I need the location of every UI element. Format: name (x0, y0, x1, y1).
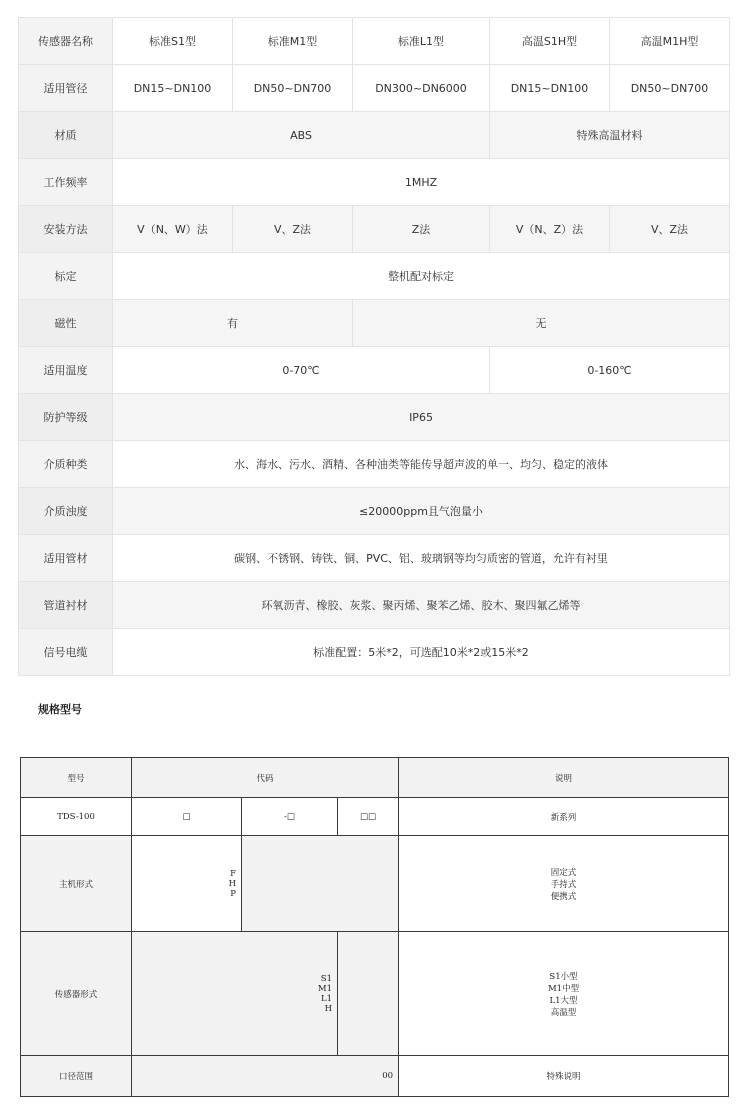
spec-row-label: 标定 (19, 253, 113, 300)
spec-cell: ≤20000ppm且气泡量小 (113, 488, 730, 535)
spec-cell: 有 (113, 300, 353, 347)
host-code: H (228, 878, 236, 889)
spec-row-medium (19, 441, 730, 488)
sensor-desc: S1小型 (549, 971, 578, 982)
spec-row-label: 管道衬材 (19, 582, 113, 629)
model-row-label: 口径范围 (21, 1056, 132, 1097)
spec-row-label: 安装方法 (19, 206, 113, 253)
host-code-cell (132, 836, 242, 932)
sensor-desc: L1大型 (549, 995, 578, 1006)
spec-row-install (19, 206, 730, 253)
spec-cell: DN15~DN100 (490, 65, 610, 112)
spec-cell: 水、海水、污水、酒精、各种油类等能传导超声波的单一、均匀、稳定的液体 (113, 441, 730, 488)
spec-row-frequency (19, 159, 730, 206)
spec-row-pipe-material (19, 535, 730, 582)
spec-row-label: 材质 (19, 112, 113, 159)
spec-row-label: 信号电缆 (19, 629, 113, 676)
spec-row-calibration (19, 253, 730, 300)
spec-cell: Z法 (353, 206, 490, 253)
model-header-cell: 代码 (132, 758, 399, 798)
spec-cell: DN50~DN700 (610, 65, 730, 112)
sensor-code-cell (242, 932, 338, 1056)
caliber-desc-cell: 特殊说明 (399, 1056, 729, 1097)
spec-cell: V、Z法 (233, 206, 353, 253)
spec-row-protection (19, 394, 730, 441)
spec-cell: 0-70℃ (113, 347, 490, 394)
spec-row-pipe-diameter (19, 65, 730, 112)
code-slot-caliber: □□ (338, 798, 399, 836)
sensor-desc-cell (399, 932, 729, 1056)
empty-cell (338, 932, 399, 1056)
sensor-desc: 高温型 (550, 1007, 577, 1018)
host-desc-cell (399, 836, 729, 932)
spec-header-cell: 标准S1型 (113, 18, 233, 65)
empty-cell (132, 932, 242, 1056)
model-desc-cell: 新系列 (399, 798, 729, 836)
spec-row-lining (19, 582, 730, 629)
spec-header-row (19, 18, 730, 65)
spec-cell: IP65 (113, 394, 730, 441)
spec-header-cell: 标准L1型 (353, 18, 490, 65)
spec-row-label: 适用管材 (19, 535, 113, 582)
model-header-cell: 说明 (399, 758, 729, 798)
spec-header-cell: 传感器名称 (19, 18, 113, 65)
model-caliber-row (21, 1056, 729, 1097)
spec-row-cable (19, 629, 730, 676)
spec-cell: 整机配对标定 (113, 253, 730, 300)
spec-cell: V（N、Z）法 (490, 206, 610, 253)
host-desc: 手持式 (550, 879, 577, 890)
caliber-code-cell: 00 (132, 1056, 399, 1097)
spec-table (18, 17, 730, 676)
spec-cell: ABS (113, 112, 490, 159)
spec-row-label: 防护等级 (19, 394, 113, 441)
spec-cell: 0-160℃ (490, 347, 730, 394)
code-slot-host: □ (132, 798, 242, 836)
sensor-code: L1 (320, 993, 332, 1004)
spec-row-label: 适用管径 (19, 65, 113, 112)
spec-cell: 标准配置：5米*2，可选配10米*2或15米*2 (113, 629, 730, 676)
model-header-row (21, 758, 729, 798)
sensor-code: M1 (317, 983, 332, 994)
spec-row-label: 介质种类 (19, 441, 113, 488)
spec-row-label: 适用温度 (19, 347, 113, 394)
spec-row-magnetic (19, 300, 730, 347)
spec-row-material (19, 112, 730, 159)
spec-row-temperature (19, 347, 730, 394)
spec-header-cell: 高温S1H型 (490, 18, 610, 65)
model-sensor-row (21, 932, 729, 1056)
spec-cell: DN15~DN100 (113, 65, 233, 112)
spec-cell: 1MHZ (113, 159, 730, 206)
spec-cell: DN50~DN700 (233, 65, 353, 112)
empty-cell (242, 836, 399, 932)
spec-header-cell: 标准M1型 (233, 18, 353, 65)
model-code-table (20, 757, 729, 1097)
model-name-cell: TDS-100 (21, 798, 132, 836)
spec-row-label: 磁性 (19, 300, 113, 347)
host-desc: 固定式 (550, 867, 577, 878)
spec-cell: 环氧沥青、橡胶、灰浆、聚丙烯、聚苯乙烯、胶木、聚四氟乙烯等 (113, 582, 730, 629)
host-code: P (230, 888, 236, 899)
model-row-label: 主机形式 (21, 836, 132, 932)
spec-cell: 特殊高温材料 (490, 112, 730, 159)
model-base-row (21, 798, 729, 836)
model-host-row (21, 836, 729, 932)
sensor-code: S1 (320, 973, 332, 984)
host-desc: 便携式 (550, 891, 577, 902)
spec-cell: V（N、W）法 (113, 206, 233, 253)
host-code: F (230, 868, 236, 879)
model-header-cell: 型号 (21, 758, 132, 798)
spec-cell: 无 (353, 300, 730, 347)
sensor-desc: M1中型 (547, 983, 580, 994)
code-slot-sensor: -□ (242, 798, 338, 836)
spec-cell: V、Z法 (610, 206, 730, 253)
spec-cell: 碳钢、不锈钢、铸铁、铜、PVC、铝、玻璃钢等均匀质密的管道，允许有衬里 (113, 535, 730, 582)
sensor-code: H (324, 1003, 332, 1014)
spec-row-turbidity (19, 488, 730, 535)
spec-row-label: 工作频率 (19, 159, 113, 206)
model-row-label: 传感器形式 (21, 932, 132, 1056)
spec-cell: DN300~DN6000 (353, 65, 490, 112)
spec-row-label: 介质浊度 (19, 488, 113, 535)
model-section-heading: 规格型号 (38, 703, 82, 716)
spec-header-cell: 高温M1H型 (610, 18, 730, 65)
